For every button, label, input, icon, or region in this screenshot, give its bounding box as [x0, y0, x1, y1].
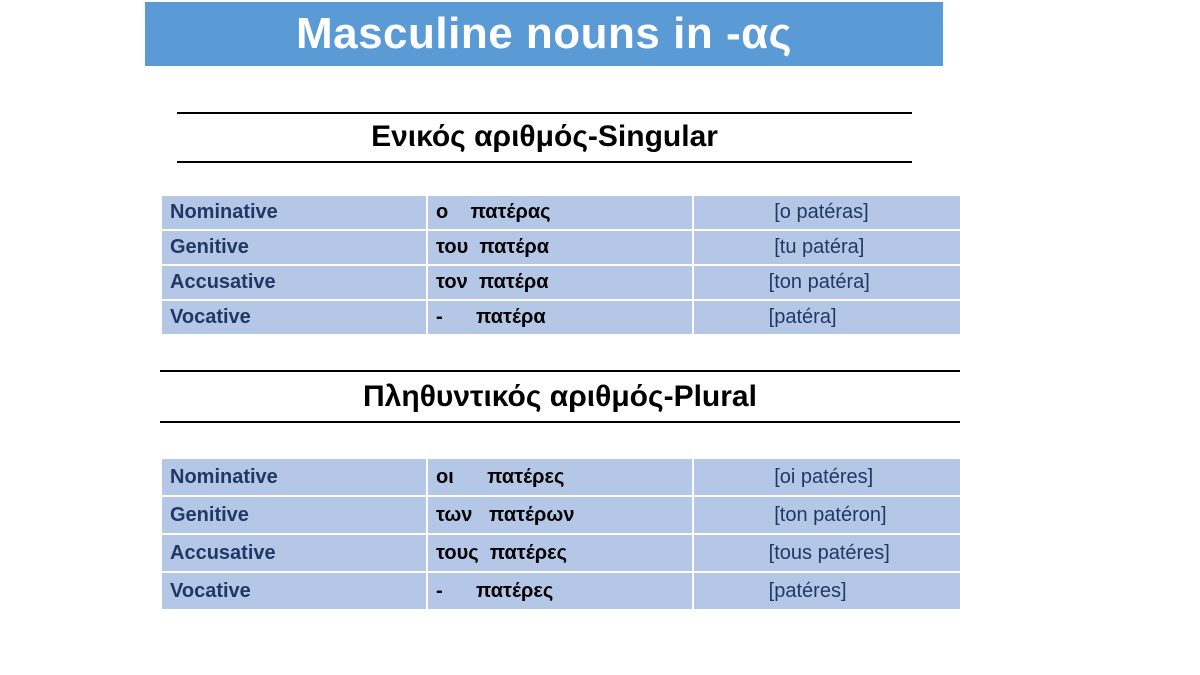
greek-form: οι πατέρες [427, 458, 693, 496]
plural-declension-table [160, 457, 962, 611]
transliteration: [patéra] [693, 300, 961, 335]
table-row [161, 230, 961, 265]
case-label: Nominative [161, 458, 427, 496]
transliteration: [o patéras] [693, 195, 961, 230]
table-row [161, 265, 961, 300]
singular-declension-table [160, 194, 962, 336]
case-label: Accusative [161, 265, 427, 300]
title-banner [145, 2, 943, 66]
transliteration: [patéres] [693, 572, 961, 610]
plural-bottom-rule [160, 421, 960, 423]
table-row [161, 534, 961, 572]
case-label: Genitive [161, 496, 427, 534]
case-label: Vocative [161, 300, 427, 335]
greek-form: - πατέρες [427, 572, 693, 610]
greek-form: ο πατέρας [427, 195, 693, 230]
transliteration: [tu patéra] [693, 230, 961, 265]
transliteration: [oi patéres] [693, 458, 961, 496]
greek-form: τους πατέρες [427, 534, 693, 572]
greek-form: των πατέρων [427, 496, 693, 534]
transliteration: [ton patéron] [693, 496, 961, 534]
greek-form: του πατέρα [427, 230, 693, 265]
transliteration: [tous patéres] [693, 534, 961, 572]
case-label: Vocative [161, 572, 427, 610]
greek-form: - πατέρα [427, 300, 693, 335]
case-label: Nominative [161, 195, 427, 230]
singular-top-rule [177, 112, 912, 114]
table-row [161, 458, 961, 496]
case-label: Genitive [161, 230, 427, 265]
plural-top-rule [160, 370, 960, 372]
singular-heading: Ενικός αριθμός-Singular [371, 120, 718, 153]
case-label: Accusative [161, 534, 427, 572]
singular-bottom-rule [177, 161, 912, 163]
transliteration: [ton patéra] [693, 265, 961, 300]
table-row [161, 195, 961, 230]
table-row [161, 300, 961, 335]
plural-heading: Πληθυντικός αριθμός-Plural [363, 380, 757, 413]
table-row [161, 572, 961, 610]
page-title: Masculine nouns in -ας [295, 9, 793, 58]
greek-form: τον πατέρα [427, 265, 693, 300]
table-row [161, 496, 961, 534]
